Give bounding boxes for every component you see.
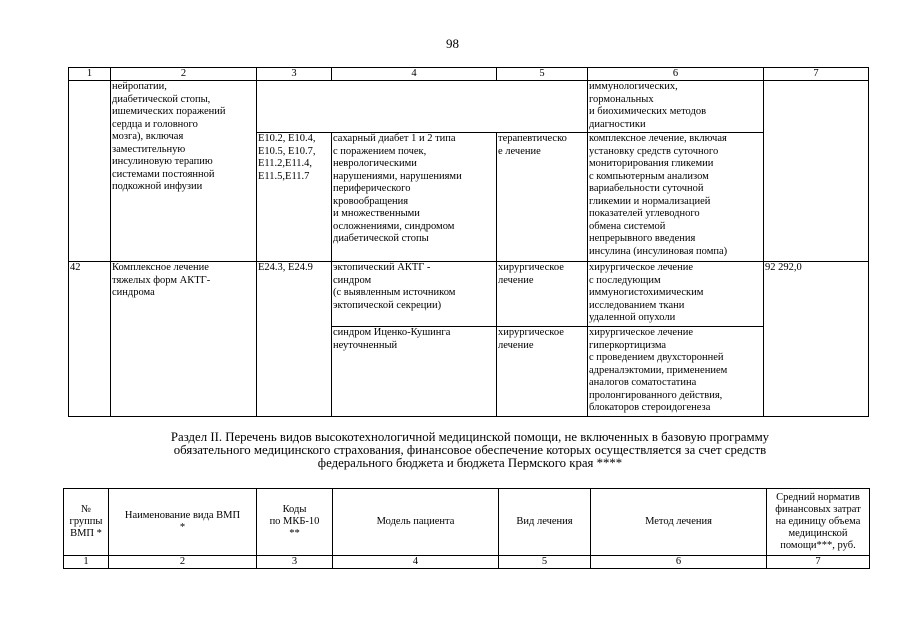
empty-cell xyxy=(257,81,332,133)
page-number: 98 xyxy=(446,36,459,51)
table-row-continuation-top xyxy=(69,81,869,133)
vmp-name-cell: Комплексное лечение тяжелых форм АКТГ- синдрома xyxy=(111,262,257,417)
treatment-type-cell: терапевтическо е лечение xyxy=(497,133,588,262)
group-number-cell xyxy=(69,81,111,262)
header-treatment-type: Вид лечения xyxy=(499,489,591,556)
empty-cell xyxy=(497,81,588,133)
header-vmp-name: Наименование вида ВМП * xyxy=(109,489,257,556)
header-row xyxy=(64,489,870,556)
group-number-cell: 42 xyxy=(69,262,111,417)
column-number-cell: 7 xyxy=(764,68,869,81)
section-title: Раздел II. Перечень видов высокотехнологичной медицинской помощи, не включенных в базовую программу обязательного медицинского страхования, финансовое обеспечение которых осуществляется за счет средств федерального бюджета и бюджета Пермского края **** xyxy=(170,430,770,470)
column-number-cell: 6 xyxy=(588,68,764,81)
treatment-type-cell: хирургическое лечение xyxy=(497,262,588,327)
column-number-cell: 3 xyxy=(257,68,332,81)
column-number-cell: 1 xyxy=(64,556,109,569)
column-number-row xyxy=(69,68,869,81)
column-number-cell: 2 xyxy=(111,68,257,81)
column-number-cell: 2 xyxy=(109,556,257,569)
column-number-row xyxy=(64,556,870,569)
icd-codes-cell: E10.2, E10.4, E10.5, E10.7, E11.2,E11.4, E11.5,E11.7 xyxy=(257,133,332,262)
column-number-cell: 3 xyxy=(257,556,333,569)
column-number-cell: 5 xyxy=(497,68,588,81)
column-number-cell: 7 xyxy=(767,556,870,569)
header-group-number: № группы ВМП * xyxy=(64,489,109,556)
patient-model-cell: сахарный диабет 1 и 2 типа с поражением почек, неврологическими нарушениями, нарушениями периферического кровообращения и множественными осложнениями, синдромом диабетической стопы xyxy=(332,133,497,262)
header-method: Метод лечения xyxy=(591,489,767,556)
method-cell: хирургическое лечение с последующим иммуногистохимическим исследованием ткани удаленной опухоли xyxy=(588,262,764,327)
treatment-type-cell: хирургическое лечение xyxy=(497,327,588,417)
cost-cell: 92 292,0 xyxy=(764,262,869,417)
patient-model-cell: эктопический АКТГ - синдром (с выявленным источником эктопической секреции) xyxy=(332,262,497,327)
header-patient-model: Модель пациента xyxy=(333,489,499,556)
vmp-name-cell: нейропатии, диабетической стопы, ишемических поражений сердца и головного мозга), включая заместительную инсулиновую терапию системами постоянной подкожной инфузии xyxy=(111,81,257,262)
vmp-table-continuation xyxy=(68,67,869,417)
method-cell: иммунологических, гормональных и биохимических методов диагностики xyxy=(588,81,764,133)
method-cell: хирургическое лечение гиперкортицизма с проведением двухсторонней адреналэктомии, применением аналогов соматостатина пролонгированного действия, блокаторов стероидогенеза xyxy=(588,327,764,417)
header-cost: Средний норматив финансовых затрат на единицу объема медицинской помощи***, руб. xyxy=(767,489,870,556)
empty-cell xyxy=(332,81,497,133)
column-number-cell: 4 xyxy=(332,68,497,81)
header-icd-codes: Коды по МКБ-10 ** xyxy=(257,489,333,556)
vmp-table-section-2 xyxy=(63,488,870,569)
method-cell: комплексное лечение, включая установку средств суточного мониторирования гликемии с компьютерным анализом вариабельности суточной гликемии и нормализацией показателей углеводного обмена системой непрерывного введения инсулина (инсулиновая помпа) xyxy=(588,133,764,262)
column-number-cell: 4 xyxy=(333,556,499,569)
cost-cell xyxy=(764,81,869,262)
patient-model-cell: синдром Иценко-Кушинга неуточненный xyxy=(332,327,497,417)
icd-codes-cell: E24.3, E24.9 xyxy=(257,262,332,417)
column-number-cell: 1 xyxy=(69,68,111,81)
column-number-cell: 6 xyxy=(591,556,767,569)
column-number-cell: 5 xyxy=(499,556,591,569)
table-row-42 xyxy=(69,262,869,327)
